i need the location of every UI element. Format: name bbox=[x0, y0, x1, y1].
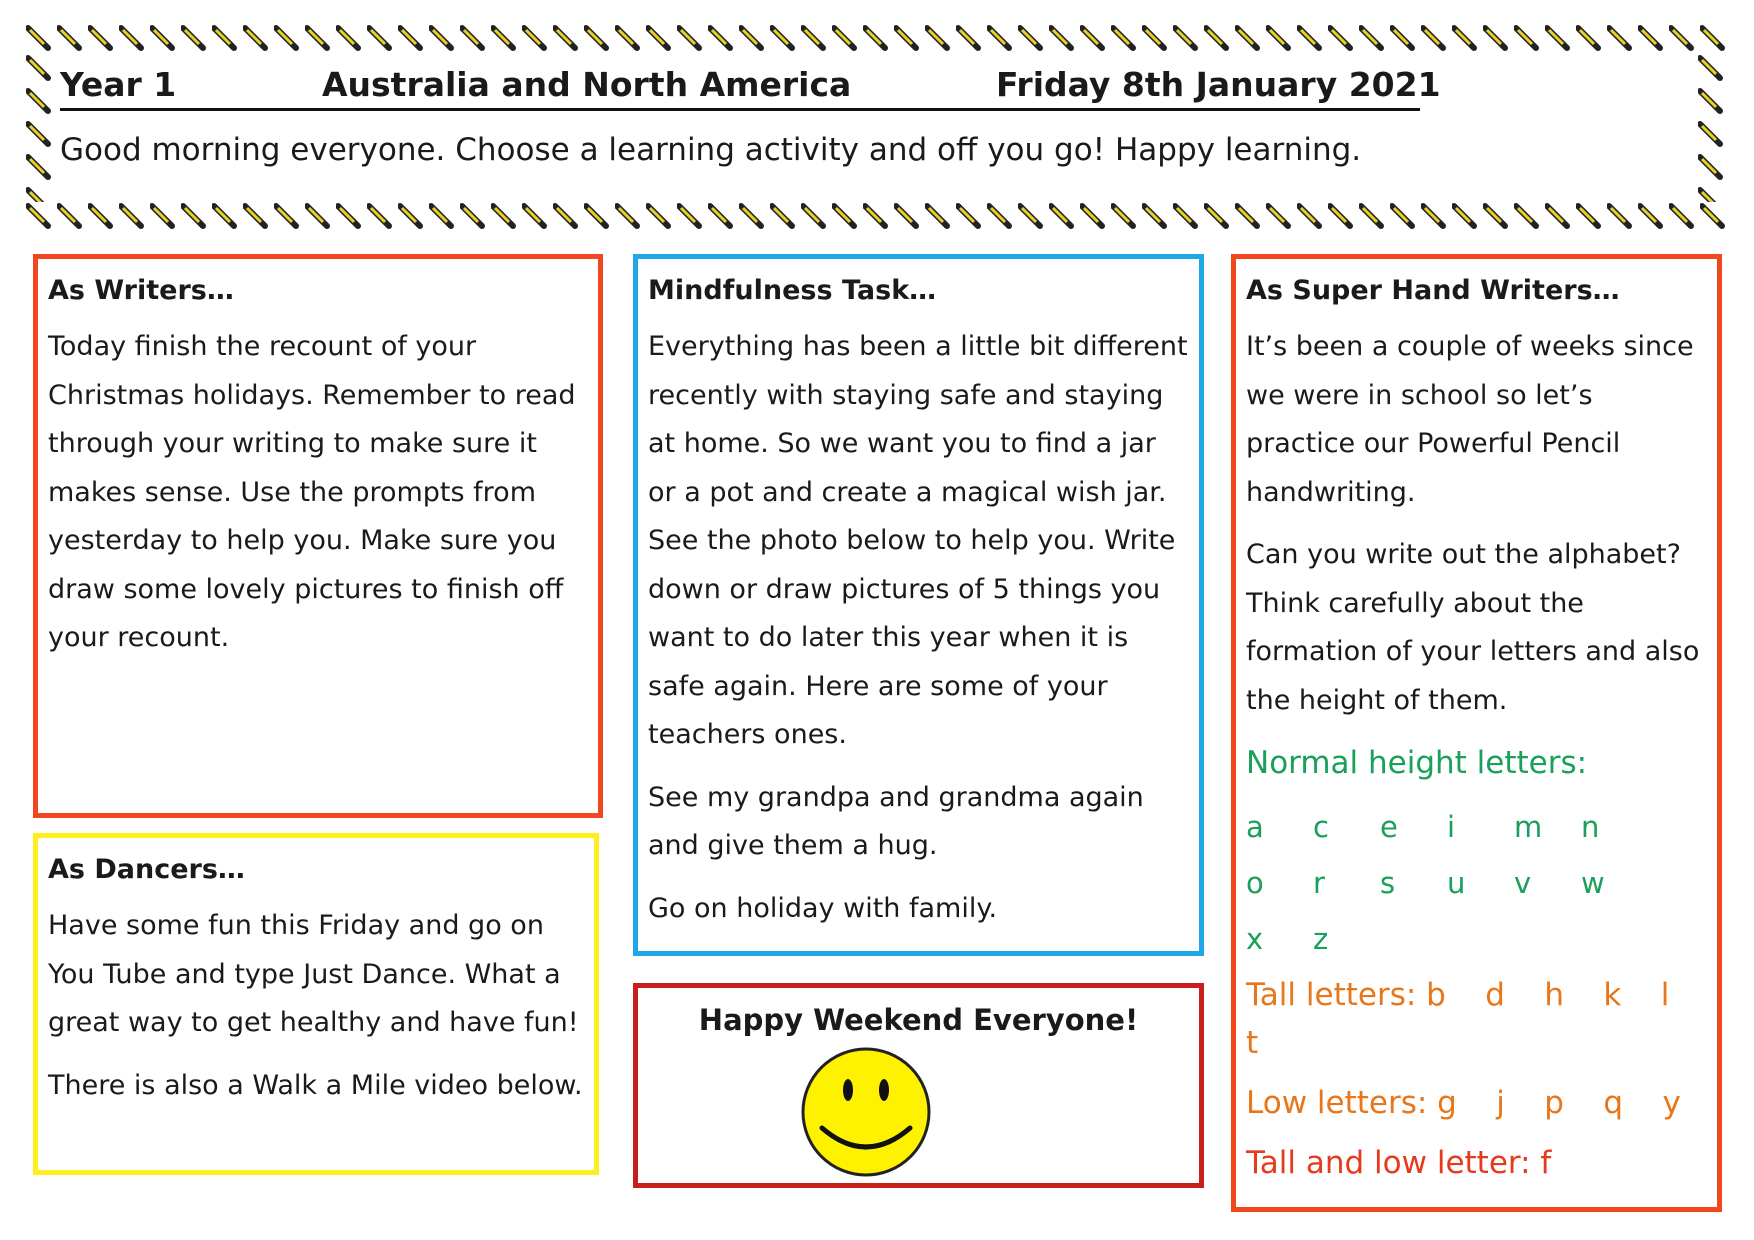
low-letters-label: Low letters: bbox=[1246, 1085, 1428, 1121]
normal-letters-list bbox=[1246, 799, 1707, 967]
letter: u bbox=[1447, 866, 1466, 900]
pencil-border-top bbox=[26, 24, 1726, 54]
tall-letters-list: b d h k l t bbox=[1246, 977, 1709, 1061]
mindfulness-text-1: Everything has been a little bit different recently with staying safe and staying at home. So we want you to find a jar or a pot and create a magical wish jar. See the photo below to help you. Write down or draw pictures of 5 things you want to do later this year when it is safe again. Here are some of your teachers ones. bbox=[648, 331, 1188, 750]
letter: m bbox=[1514, 810, 1543, 844]
pencil-border-bottom bbox=[26, 202, 1726, 232]
letter: o bbox=[1246, 866, 1264, 900]
year-label: Year 1 bbox=[60, 65, 177, 104]
dancers-box bbox=[33, 833, 599, 1175]
pencil-border-right bbox=[1698, 54, 1728, 202]
dancers-text-1: Have some fun this Friday and go on You Tube and type Just Dance. What a great way to get healthy and have fun! bbox=[48, 910, 579, 1038]
smiley-face-icon bbox=[800, 1046, 932, 1182]
letter: n bbox=[1581, 810, 1600, 844]
handwriting-text-2: Can you write out the alphabet? Think carefully about the formation of your letters and also the height of them. bbox=[1246, 539, 1700, 716]
mindfulness-text-2: See my grandpa and grandma again and give them a hug. bbox=[648, 781, 1144, 861]
handwriting-heading: As Super Hand Writers… bbox=[1246, 275, 1620, 306]
low-letters-list: g j p q y bbox=[1437, 1085, 1681, 1121]
mindfulness-text-3: Go on holiday with family. bbox=[648, 892, 998, 924]
handwriting-text-1: It’s been a couple of weeks since we were in school so let’s practice our Powerful Pencil handwriting. bbox=[1246, 331, 1694, 508]
dancers-heading: As Dancers… bbox=[48, 854, 245, 885]
tall-low-letters-label: Tall and low letter: bbox=[1246, 1145, 1531, 1181]
letter: x bbox=[1246, 922, 1264, 956]
mindfulness-heading: Mindfulness Task… bbox=[648, 275, 937, 306]
letter: e bbox=[1380, 810, 1398, 844]
letter: i bbox=[1447, 810, 1456, 844]
letter: w bbox=[1581, 866, 1605, 900]
class-name: Australia and North America bbox=[322, 65, 852, 104]
letter: c bbox=[1313, 810, 1329, 844]
tall-low-letters-list: f bbox=[1540, 1145, 1552, 1181]
handwriting-box bbox=[1231, 254, 1722, 1212]
letter: z bbox=[1313, 922, 1329, 956]
writers-box bbox=[33, 254, 603, 818]
weekend-heading: Happy Weekend Everyone! bbox=[698, 1003, 1139, 1037]
normal-letters-label: Normal height letters: bbox=[1246, 745, 1588, 781]
letter: a bbox=[1246, 810, 1264, 844]
letter: s bbox=[1380, 866, 1396, 900]
dancers-text-2: There is also a Walk a Mile video below. bbox=[48, 1069, 583, 1101]
date-label: Friday 8th January 2021 bbox=[996, 65, 1441, 104]
tall-letters-label: Tall letters: bbox=[1246, 977, 1417, 1013]
header-title-bar bbox=[60, 62, 1441, 111]
mindfulness-box bbox=[633, 254, 1204, 956]
low-letters-line bbox=[1246, 1079, 1707, 1127]
letter: r bbox=[1313, 866, 1325, 900]
tall-letters-line bbox=[1246, 971, 1707, 1067]
tall-low-letters-line bbox=[1246, 1139, 1707, 1187]
pencil-border-left bbox=[26, 54, 56, 202]
greeting-text: Good morning everyone. Choose a learning activity and off you go! Happy learning. bbox=[60, 132, 1362, 168]
writers-text: Today finish the recount of your Christmas holidays. Remember to read through your writing to make sure it makes sense. Use the prompts from yesterday to help you. Make sure you draw some lovely pictures to finish off your recount. bbox=[48, 331, 576, 653]
letter: v bbox=[1514, 866, 1532, 900]
writers-heading: As Writers… bbox=[48, 275, 234, 306]
